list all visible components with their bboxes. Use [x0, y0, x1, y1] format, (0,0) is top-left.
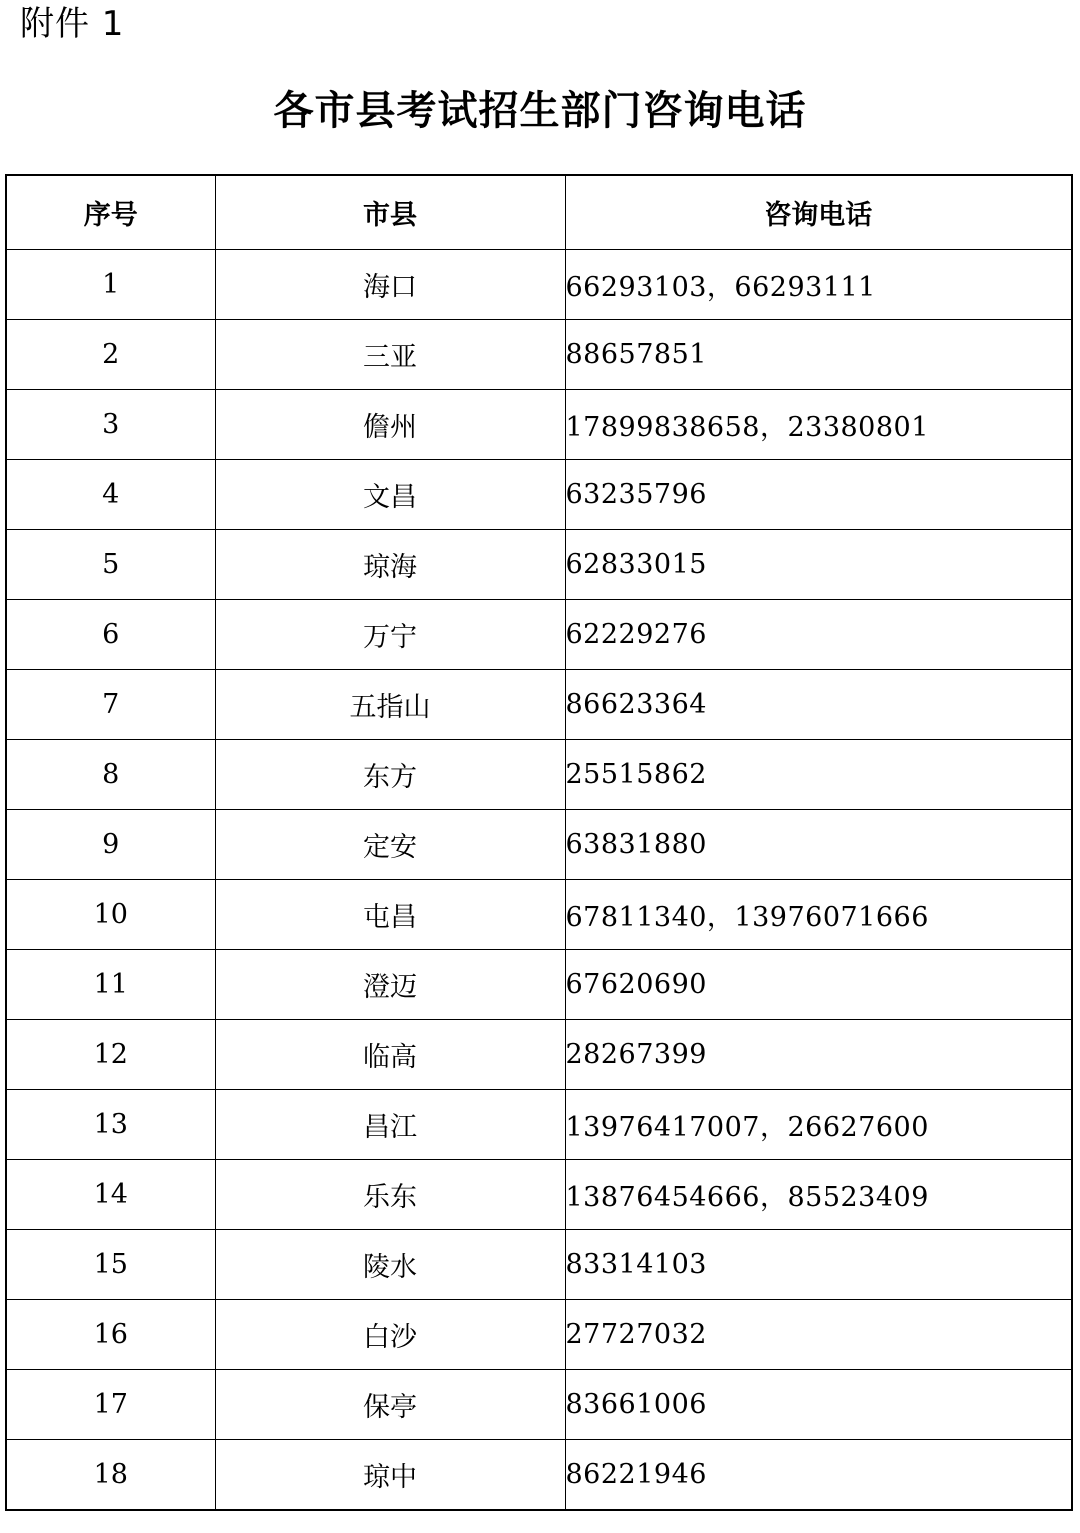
row-city-name: 儋州 — [215, 390, 565, 460]
row-city-name: 东方 — [215, 740, 565, 810]
table-row — [6, 390, 1072, 460]
row-city-name: 乐东 — [215, 1160, 565, 1230]
row-serial-number: 4 — [6, 460, 215, 530]
row-city-name: 昌江 — [215, 1090, 565, 1160]
row-phone-number: 86221946 — [565, 1440, 1072, 1511]
row-serial-number: 18 — [6, 1440, 215, 1511]
row-city-name: 临高 — [215, 1020, 565, 1090]
row-phone-number: 27727032 — [565, 1300, 1072, 1370]
row-phone-number: 67620690 — [565, 950, 1072, 1020]
table-row — [6, 1440, 1072, 1511]
row-city-name: 定安 — [215, 810, 565, 880]
row-phone-number: 86623364 — [565, 670, 1072, 740]
table-row — [6, 250, 1072, 320]
table-row — [6, 670, 1072, 740]
row-serial-number: 3 — [6, 390, 215, 460]
row-city-name: 琼海 — [215, 530, 565, 600]
row-serial-number: 14 — [6, 1160, 215, 1230]
row-city-name: 琼中 — [215, 1440, 565, 1511]
row-phone-number: 28267399 — [565, 1020, 1072, 1090]
row-phone-number: 17899838658，23380801 — [565, 390, 1072, 460]
table-row — [6, 1090, 1072, 1160]
header-city-county: 市县 — [215, 175, 565, 250]
row-serial-number: 1 — [6, 250, 215, 320]
row-phone-number: 25515862 — [565, 740, 1072, 810]
table-row — [6, 530, 1072, 600]
row-city-name: 白沙 — [215, 1300, 565, 1370]
row-phone-number: 62229276 — [565, 600, 1072, 670]
row-serial-number: 15 — [6, 1230, 215, 1300]
row-serial-number: 9 — [6, 810, 215, 880]
row-city-name: 文昌 — [215, 460, 565, 530]
table-row — [6, 1230, 1072, 1300]
row-city-name: 海口 — [215, 250, 565, 320]
table-row — [6, 1020, 1072, 1090]
row-serial-number: 12 — [6, 1020, 215, 1090]
row-serial-number: 6 — [6, 600, 215, 670]
row-serial-number: 8 — [6, 740, 215, 810]
row-city-name: 万宁 — [215, 600, 565, 670]
table-row — [6, 880, 1072, 950]
table-row — [6, 1160, 1072, 1230]
row-phone-number: 63235796 — [565, 460, 1072, 530]
row-phone-number: 63831880 — [565, 810, 1072, 880]
row-serial-number: 10 — [6, 880, 215, 950]
row-serial-number: 7 — [6, 670, 215, 740]
attachment-label: 附件 1 — [20, 4, 125, 44]
row-city-name: 屯昌 — [215, 880, 565, 950]
row-serial-number: 16 — [6, 1300, 215, 1370]
row-serial-number: 13 — [6, 1090, 215, 1160]
header-serial-number: 序号 — [6, 175, 215, 250]
header-consultation-phone: 咨询电话 — [565, 175, 1072, 250]
row-phone-number: 88657851 — [565, 320, 1072, 390]
row-city-name: 陵水 — [215, 1230, 565, 1300]
row-phone-number: 13976417007，26627600 — [565, 1090, 1072, 1160]
row-city-name: 保亭 — [215, 1370, 565, 1440]
row-city-name: 澄迈 — [215, 950, 565, 1020]
row-phone-number: 66293103，66293111 — [565, 250, 1072, 320]
table-row — [6, 740, 1072, 810]
row-serial-number: 2 — [6, 320, 215, 390]
table-row — [6, 460, 1072, 530]
row-phone-number: 62833015 — [565, 530, 1072, 600]
row-phone-number: 67811340，13976071666 — [565, 880, 1072, 950]
row-serial-number: 17 — [6, 1370, 215, 1440]
row-city-name: 三亚 — [215, 320, 565, 390]
table-row — [6, 320, 1072, 390]
page-title: 各市县考试招生部门咨询电话 — [273, 88, 807, 134]
table-row — [6, 600, 1072, 670]
row-phone-number: 13876454666，85523409 — [565, 1160, 1072, 1230]
table-row — [6, 1370, 1072, 1440]
row-phone-number: 83314103 — [565, 1230, 1072, 1300]
table-row — [6, 1300, 1072, 1370]
row-serial-number: 11 — [6, 950, 215, 1020]
row-serial-number: 5 — [6, 530, 215, 600]
table-row — [6, 950, 1072, 1020]
row-city-name: 五指山 — [215, 670, 565, 740]
consultation-phone-table — [5, 174, 1073, 1511]
table-row — [6, 810, 1072, 880]
table-header-row — [6, 175, 1072, 250]
row-phone-number: 83661006 — [565, 1370, 1072, 1440]
